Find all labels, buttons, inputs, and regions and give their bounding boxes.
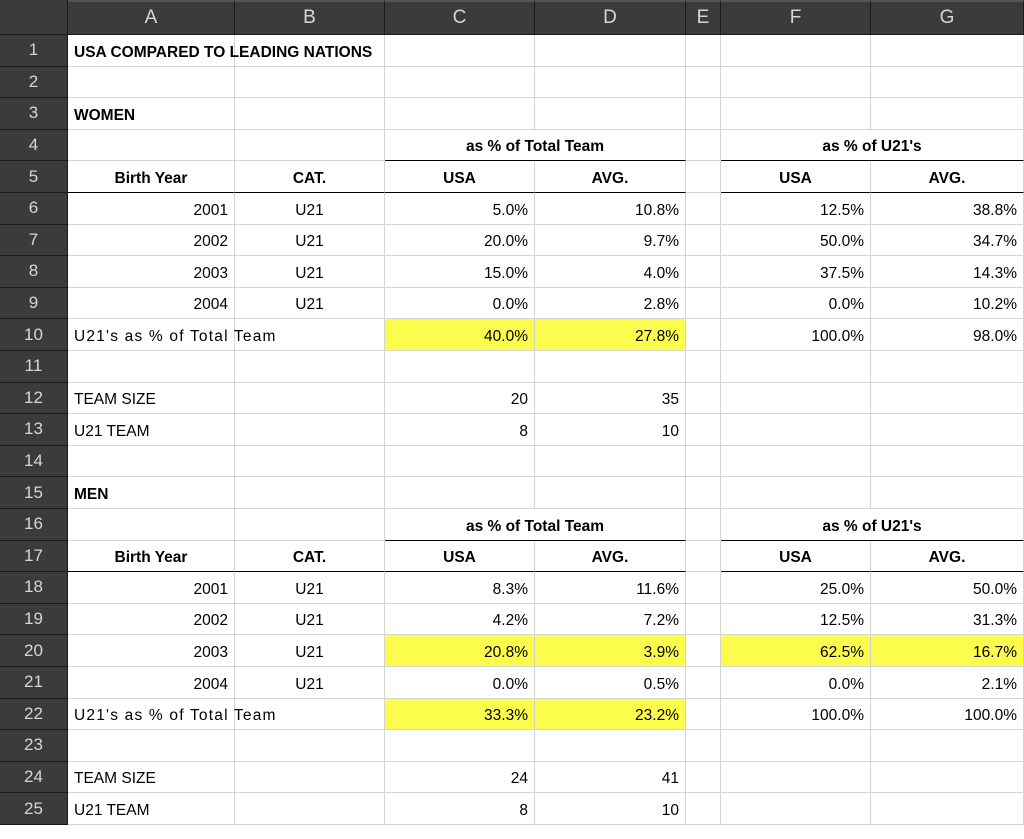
cell-c7[interactable]: 20.0% <box>385 225 535 257</box>
cell-b18[interactable]: U21 <box>235 572 385 604</box>
cell-c6[interactable]: 5.0% <box>385 193 535 225</box>
row-header-18[interactable]: 18 <box>0 572 68 604</box>
cell-e24[interactable] <box>686 762 721 794</box>
cell-g22[interactable]: 100.0% <box>871 699 1024 731</box>
women-group-total-header[interactable]: as % of Total Team <box>385 130 686 162</box>
cell-a18[interactable]: 2001 <box>68 572 235 604</box>
cell-d19[interactable]: 7.2% <box>535 604 686 636</box>
cell-d20[interactable]: 3.9% <box>535 635 686 667</box>
cell-c2[interactable] <box>385 67 535 99</box>
cell-d21[interactable]: 0.5% <box>535 667 686 699</box>
cell-e10[interactable] <box>686 319 721 351</box>
cell-g24[interactable] <box>871 762 1024 794</box>
cell-g12[interactable] <box>871 383 1024 415</box>
cell-b25[interactable] <box>235 793 385 825</box>
row-header-12[interactable]: 12 <box>0 383 68 415</box>
row-header-7[interactable]: 7 <box>0 225 68 257</box>
cell-e6[interactable] <box>686 193 721 225</box>
cell-b9[interactable]: U21 <box>235 288 385 320</box>
row-header-8[interactable]: 8 <box>0 256 68 288</box>
cell-d7[interactable]: 9.7% <box>535 225 686 257</box>
cell-b14[interactable] <box>235 446 385 478</box>
row-header-22[interactable]: 22 <box>0 699 68 731</box>
cell-a4[interactable] <box>68 130 235 162</box>
cell-b21[interactable]: U21 <box>235 667 385 699</box>
cell-e7[interactable] <box>686 225 721 257</box>
cell-e8[interactable] <box>686 256 721 288</box>
cell-f10[interactable]: 100.0% <box>721 319 871 351</box>
cell-a23[interactable] <box>68 730 235 762</box>
cell-f15[interactable] <box>721 477 871 509</box>
cell-f21[interactable]: 0.0% <box>721 667 871 699</box>
cell-b3[interactable] <box>235 98 385 130</box>
column-header-c[interactable]: C <box>385 0 535 35</box>
cell-c23[interactable] <box>385 730 535 762</box>
cell-e19[interactable] <box>686 604 721 636</box>
men-header-avg-u21[interactable]: AVG. <box>871 541 1024 573</box>
men-team-size-label[interactable]: TEAM SIZE <box>68 762 235 794</box>
women-u21-team-label[interactable]: U21 TEAM <box>68 414 235 446</box>
men-total-label[interactable]: U21's as % of Total Team <box>68 699 235 731</box>
women-header-avg-u21[interactable]: AVG. <box>871 161 1024 193</box>
row-header-14[interactable]: 14 <box>0 446 68 478</box>
cell-f19[interactable]: 12.5% <box>721 604 871 636</box>
cell-e9[interactable] <box>686 288 721 320</box>
row-header-21[interactable]: 21 <box>0 667 68 699</box>
cell-g9[interactable]: 10.2% <box>871 288 1024 320</box>
sheet-title[interactable]: USA COMPARED TO LEADING NATIONS <box>68 35 235 67</box>
row-header-10[interactable]: 10 <box>0 319 68 351</box>
cell-d15[interactable] <box>535 477 686 509</box>
cell-d24[interactable]: 41 <box>535 762 686 794</box>
cell-b16[interactable] <box>235 509 385 541</box>
cell-f13[interactable] <box>721 414 871 446</box>
cell-c19[interactable]: 4.2% <box>385 604 535 636</box>
cell-b23[interactable] <box>235 730 385 762</box>
cell-b24[interactable] <box>235 762 385 794</box>
men-header-avg[interactable]: AVG. <box>535 541 686 573</box>
row-header-6[interactable]: 6 <box>0 193 68 225</box>
row-header-25[interactable]: 25 <box>0 793 68 825</box>
cell-g13[interactable] <box>871 414 1024 446</box>
men-header-birth-year[interactable]: Birth Year <box>68 541 235 573</box>
cell-g15[interactable] <box>871 477 1024 509</box>
cell-grid <box>68 35 1024 839</box>
cell-e22[interactable] <box>686 699 721 731</box>
women-total-label[interactable]: U21's as % of Total Team <box>68 319 235 351</box>
men-header-usa-u21[interactable]: USA <box>721 541 871 573</box>
cell-e11[interactable] <box>686 351 721 383</box>
cell-c22[interactable]: 33.3% <box>385 699 535 731</box>
men-header-cat[interactable]: CAT. <box>235 541 385 573</box>
cell-d9[interactable]: 2.8% <box>535 288 686 320</box>
women-group-u21-header[interactable]: as % of U21's <box>721 130 1024 162</box>
column-header-b[interactable]: B <box>235 0 385 35</box>
cell-e5[interactable] <box>686 161 721 193</box>
cell-f22[interactable]: 100.0% <box>721 699 871 731</box>
cell-g10[interactable]: 98.0% <box>871 319 1024 351</box>
cell-g21[interactable]: 2.1% <box>871 667 1024 699</box>
row-header-13[interactable]: 13 <box>0 414 68 446</box>
row-header-3[interactable]: 3 <box>0 98 68 130</box>
cell-g23[interactable] <box>871 730 1024 762</box>
cell-a21[interactable]: 2004 <box>68 667 235 699</box>
cell-d6[interactable]: 10.8% <box>535 193 686 225</box>
cell-c13[interactable]: 8 <box>385 414 535 446</box>
cell-a20[interactable]: 2003 <box>68 635 235 667</box>
row-header-23[interactable]: 23 <box>0 730 68 762</box>
cell-d10[interactable]: 27.8% <box>535 319 686 351</box>
cell-g2[interactable] <box>871 67 1024 99</box>
cell-e23[interactable] <box>686 730 721 762</box>
cell-e17[interactable] <box>686 541 721 573</box>
men-u21-team-label[interactable]: U21 TEAM <box>68 793 235 825</box>
cell-b12[interactable] <box>235 383 385 415</box>
cell-f6[interactable]: 12.5% <box>721 193 871 225</box>
cell-e1[interactable] <box>686 35 721 67</box>
women-header-avg[interactable]: AVG. <box>535 161 686 193</box>
cell-c3[interactable] <box>385 98 535 130</box>
cell-a14[interactable] <box>68 446 235 478</box>
cell-b7[interactable]: U21 <box>235 225 385 257</box>
cell-f24[interactable] <box>721 762 871 794</box>
cell-d8[interactable]: 4.0% <box>535 256 686 288</box>
row-header-1[interactable]: 1 <box>0 35 68 67</box>
women-header-usa[interactable]: USA <box>385 161 535 193</box>
cell-g6[interactable]: 38.8% <box>871 193 1024 225</box>
cell-d23[interactable] <box>535 730 686 762</box>
column-header-f[interactable]: F <box>721 0 871 35</box>
cell-f3[interactable] <box>721 98 871 130</box>
cell-d22[interactable]: 23.2% <box>535 699 686 731</box>
cell-e4[interactable] <box>686 130 721 162</box>
cell-d25[interactable]: 10 <box>535 793 686 825</box>
cell-g20[interactable]: 16.7% <box>871 635 1024 667</box>
cell-a19[interactable]: 2002 <box>68 604 235 636</box>
men-header-usa[interactable]: USA <box>385 541 535 573</box>
cell-d12[interactable]: 35 <box>535 383 686 415</box>
cell-d13[interactable]: 10 <box>535 414 686 446</box>
row-header-2[interactable]: 2 <box>0 67 68 99</box>
cell-c10[interactable]: 40.0% <box>385 319 535 351</box>
row-header-11[interactable]: 11 <box>0 351 68 383</box>
cell-c20[interactable]: 20.8% <box>385 635 535 667</box>
row-header-17[interactable]: 17 <box>0 541 68 573</box>
cell-e14[interactable] <box>686 446 721 478</box>
cell-a7[interactable]: 2002 <box>68 225 235 257</box>
cell-c25[interactable]: 8 <box>385 793 535 825</box>
cell-c15[interactable] <box>385 477 535 509</box>
column-header-e[interactable]: E <box>686 0 721 35</box>
cell-g18[interactable]: 50.0% <box>871 572 1024 604</box>
cell-g25[interactable] <box>871 793 1024 825</box>
cell-a16[interactable] <box>68 509 235 541</box>
row-header-24[interactable]: 24 <box>0 762 68 794</box>
row-header-9[interactable]: 9 <box>0 288 68 320</box>
cell-e20[interactable] <box>686 635 721 667</box>
cell-g1[interactable] <box>871 35 1024 67</box>
women-section-label[interactable]: WOMEN <box>68 98 235 130</box>
cell-f7[interactable]: 50.0% <box>721 225 871 257</box>
cell-d1[interactable] <box>535 35 686 67</box>
column-headers <box>68 0 1024 35</box>
row-header-16[interactable]: 16 <box>0 509 68 541</box>
cell-e16[interactable] <box>686 509 721 541</box>
women-header-cat[interactable]: CAT. <box>235 161 385 193</box>
cell-e2[interactable] <box>686 67 721 99</box>
column-header-a[interactable]: A <box>68 0 235 35</box>
row-header-5[interactable]: 5 <box>0 161 68 193</box>
cell-d18[interactable]: 11.6% <box>535 572 686 604</box>
cell-c11[interactable] <box>385 351 535 383</box>
cell-c24[interactable]: 24 <box>385 762 535 794</box>
select-all-corner[interactable] <box>0 0 68 35</box>
cell-e3[interactable] <box>686 98 721 130</box>
cell-f14[interactable] <box>721 446 871 478</box>
cell-f1[interactable] <box>721 35 871 67</box>
cell-b2[interactable] <box>235 67 385 99</box>
cell-f20[interactable]: 62.5% <box>721 635 871 667</box>
cell-b6[interactable]: U21 <box>235 193 385 225</box>
row-header-15[interactable]: 15 <box>0 477 68 509</box>
cell-f12[interactable] <box>721 383 871 415</box>
cell-c1[interactable] <box>385 35 535 67</box>
cell-f11[interactable] <box>721 351 871 383</box>
cell-f8[interactable]: 37.5% <box>721 256 871 288</box>
cell-f2[interactable] <box>721 67 871 99</box>
men-group-u21-header[interactable]: as % of U21's <box>721 509 1024 541</box>
row-header-4[interactable]: 4 <box>0 130 68 162</box>
cell-b4[interactable] <box>235 130 385 162</box>
cell-e21[interactable] <box>686 667 721 699</box>
cell-g7[interactable]: 34.7% <box>871 225 1024 257</box>
cell-d14[interactable] <box>535 446 686 478</box>
cell-b19[interactable]: U21 <box>235 604 385 636</box>
men-section-label[interactable]: MEN <box>68 477 235 509</box>
cell-c14[interactable] <box>385 446 535 478</box>
cell-e13[interactable] <box>686 414 721 446</box>
cell-g3[interactable] <box>871 98 1024 130</box>
women-header-usa-u21[interactable]: USA <box>721 161 871 193</box>
cell-g11[interactable] <box>871 351 1024 383</box>
cell-a6[interactable]: 2001 <box>68 193 235 225</box>
row-header-19[interactable]: 19 <box>0 604 68 636</box>
cell-f18[interactable]: 25.0% <box>721 572 871 604</box>
cell-c12[interactable]: 20 <box>385 383 535 415</box>
cell-b8[interactable]: U21 <box>235 256 385 288</box>
cell-b11[interactable] <box>235 351 385 383</box>
cell-e15[interactable] <box>686 477 721 509</box>
cell-c21[interactable]: 0.0% <box>385 667 535 699</box>
cell-f23[interactable] <box>721 730 871 762</box>
row-header-20[interactable]: 20 <box>0 635 68 667</box>
cell-e12[interactable] <box>686 383 721 415</box>
cell-a9[interactable]: 2004 <box>68 288 235 320</box>
cell-g14[interactable] <box>871 446 1024 478</box>
cell-c8[interactable]: 15.0% <box>385 256 535 288</box>
cell-g8[interactable]: 14.3% <box>871 256 1024 288</box>
cell-b15[interactable] <box>235 477 385 509</box>
cell-a11[interactable] <box>68 351 235 383</box>
cell-c9[interactable]: 0.0% <box>385 288 535 320</box>
cell-e18[interactable] <box>686 572 721 604</box>
column-header-g[interactable]: G <box>871 0 1024 35</box>
cell-b13[interactable] <box>235 414 385 446</box>
women-team-size-label[interactable]: TEAM SIZE <box>68 383 235 415</box>
cell-b20[interactable]: U21 <box>235 635 385 667</box>
cell-d3[interactable] <box>535 98 686 130</box>
cell-d11[interactable] <box>535 351 686 383</box>
women-header-birth-year[interactable]: Birth Year <box>68 161 235 193</box>
cell-f9[interactable]: 0.0% <box>721 288 871 320</box>
men-group-total-header[interactable]: as % of Total Team <box>385 509 686 541</box>
cell-c18[interactable]: 8.3% <box>385 572 535 604</box>
cell-f25[interactable] <box>721 793 871 825</box>
cell-g19[interactable]: 31.3% <box>871 604 1024 636</box>
column-header-d[interactable]: D <box>535 0 686 35</box>
cell-e25[interactable] <box>686 793 721 825</box>
cell-a8[interactable]: 2003 <box>68 256 235 288</box>
cell-a2[interactable] <box>68 67 235 99</box>
cell-d2[interactable] <box>535 67 686 99</box>
